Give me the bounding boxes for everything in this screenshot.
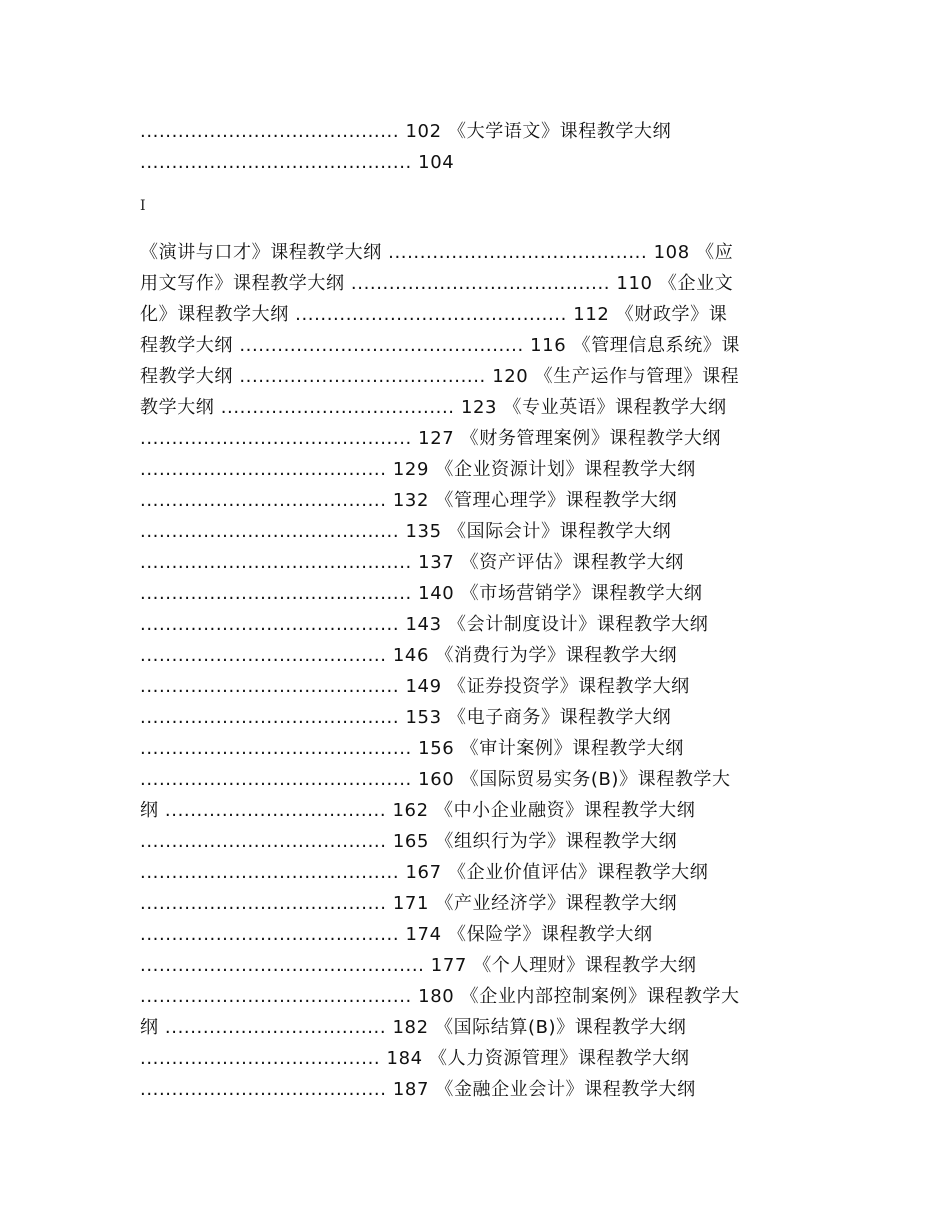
toc-line: ........................................... 127 《财务管理案例》课程教学大纲 — [140, 428, 722, 449]
toc-line: ....................................... 165 《组织行为学》课程教学大纲 — [140, 831, 678, 852]
toc-line: ......................................... 174 《保险学》课程教学大纲 — [140, 924, 653, 945]
toc-line: ........................................... 137 《资产评估》课程教学大纲 — [140, 552, 684, 573]
toc-line: 程教学大纲 ............................................. 116 《管理信息系统》课 — [140, 335, 740, 356]
toc-line: ......................................... 102 《大学语文》课程教学大纲 — [140, 121, 672, 142]
toc-line: ......................................... 167 《企业价值评估》课程教学大纲 — [140, 862, 709, 883]
toc-line: ....................................... 129 《企业资源计划》课程教学大纲 — [140, 459, 696, 480]
toc-line: 纲 ................................... 182 《国际结算(B)》课程教学大纲 — [140, 1017, 687, 1038]
toc-line: ...................................... 184 《人力资源管理》课程教学大纲 — [140, 1048, 690, 1069]
toc-line: 化》课程教学大纲 ........................................... 112 《财政学》课 — [140, 304, 728, 325]
toc-line: 程教学大纲 ....................................... 120 《生产运作与管理》课程 — [140, 366, 740, 387]
toc-line: ........................................... 140 《市场营销学》课程教学大纲 — [140, 583, 703, 604]
toc-block-main — [140, 237, 820, 1105]
toc-line: ........................................... 160 《国际贸易实务(B)》课程教学大 — [140, 769, 731, 790]
toc-line: ....................................... 146 《消费行为学》课程教学大纲 — [140, 645, 678, 666]
toc-line: 教学大纲 ..................................... 123 《专业英语》课程教学大纲 — [140, 397, 727, 418]
toc-line: ....................................... 187 《金融企业会计》课程教学大纲 — [140, 1079, 696, 1100]
page-number-marker: I — [140, 198, 146, 214]
toc-line: 纲 ................................... 162 《中小企业融资》课程教学大纲 — [140, 800, 696, 821]
toc-line: ......................................... 135 《国际会计》课程教学大纲 — [140, 521, 672, 542]
toc-line: ........................................... 104 — [140, 152, 455, 173]
toc-line: ........................................... 156 《审计案例》课程教学大纲 — [140, 738, 684, 759]
toc-line: ....................................... 132 《管理心理学》课程教学大纲 — [140, 490, 678, 511]
toc-line: ......................................... 149 《证券投资学》课程教学大纲 — [140, 676, 690, 697]
toc-block-top — [140, 116, 820, 178]
toc-line: ......................................... 143 《会计制度设计》课程教学大纲 — [140, 614, 709, 635]
toc-line: ........................................... 180 《企业内部控制案例》课程教学大 — [140, 986, 740, 1007]
toc-line: ......................................... 153 《电子商务》课程教学大纲 — [140, 707, 672, 728]
toc-line: ....................................... 171 《产业经济学》课程教学大纲 — [140, 893, 678, 914]
toc-line: 用文写作》课程教学大纲 ......................................... 110 《企业文 — [140, 273, 734, 294]
toc-line: 《演讲与口才》课程教学大纲 ......................................... 108 《应 — [140, 242, 734, 263]
toc-line: ............................................. 177 《个人理财》课程教学大纲 — [140, 955, 697, 976]
